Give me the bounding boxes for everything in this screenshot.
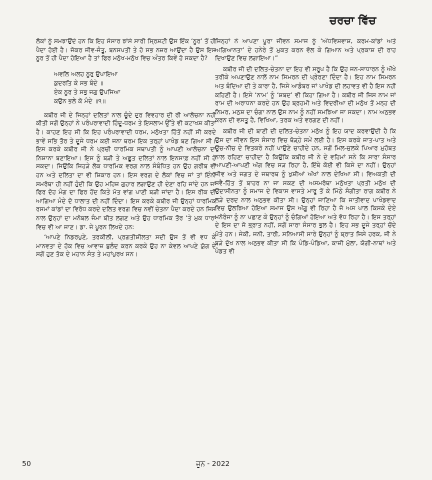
- verse-line: ਕਉਨ ਭਲੇ ਕੋ ਮੰਦੇ ॥੧॥: [54, 97, 106, 105]
- paragraph: ਕਬੀਰ ਜੀ ਦੀ ਦਲਿਤ-ਚੇਤਨਾ ਦਾ ਇਹ ਵੀ ਸਰੂਪ ਹੈ ਕਿ ਉਹ ਜਨ-ਸਾਧਾਰਨ ਨੂੰ ਔਖੇ ਤਰੀਕੇ ਅਪਣਾਉਣ ਨਾਲੋਂ ਨਾਮ ਸਿਮਰਨ ਦੀ ਪ੍ਰੇਰਣਾ ਦਿੰਦਾ ਹੈ। ਇਹ ਨਾਮ ਸਿਮਰਨ ਅਤ ਬੰਦਿਆ ਦੀ ਤੇ ਕਾਰਾ ਹੈ, ਜਿਸੇ ਆਡੰਬਰ ਜਾਂ ਪਾਖੰਡ ਦੀ ਲਹਾਵਤ ਵੀ ਹੈ ਇਸ ਨਹੀਂ ਕਹਿਣੀ ਹੈ। ਇਸੇ ‘ਨਾਮ’ ਨੂੰ ‘ਸ਼ਬਦ’ ਵੀ ਕਿਹਾ ਗਿਆ ਹੈ। ਕਬੀਰ ਜੀ ਜਿਸ ਨਾਮ ਜਾਂ ਰਾਮ ਦੀ ਅਰਾਧਨਾ ਕਰਦੇ ਹਨ ਉਹ ਬ੍ਰਹਮੀ ਅਤੇ ਵਿਦਰੀਆ ਦੀ ਮਨੁੱਖ ਤੋਂ ਮਨ੍ਹ ਦੀ ਨਿਮਰ, ਮਨੁਸ਼ ਦਾ ਚੰਗਾ ਨਾਲ ਉਸ ਨਾਮ ਨੂੰ ਨਹੀਂ ਸਮਝਿਆ ਜਾ ਸਕਦਾ। ਨਾਮ ਅਨੁਭਵ ਕਰਨ ਦੀ ਵਸਤੂ ਹੈ, ਵਿਖਿਆ, ਤਰਕ ਅਤੇ ਵਰਗਣ ਦੀ ਨਹੀਂ।: [215, 65, 396, 125]
- quote-paragraph: ‘ਆਪਣੇ ਨਿਡਰਪੁਣੇ, ਤਰਕੀਲੀ, ਪ੍ਰਗਤੀਸ਼ੀਲਤਾ ਸਦੀ ਉਸ ਤੋਂ ਵੀ ਵਧ ਕੇ ਮਾਨਵਤਾ ਦੇ ਹੱਕ ਵਿਚ ਆਵਾਜ਼ ਬੁਲੰਦ ਕਰਨ ਕਰਕੇ ਉਹ ਨਾ ਕੇਵਲ ਆਪਣੇ ਯੁੱਗ ਦੇ ਸਗੋਂ ਹੁਣ ਤੱਕ ਦੇ ਮਹਾਨ ਸੰਤ ਤੇ ਮਹਾਂਪੁਰਖ ਸਨ।: [36, 234, 216, 259]
- issue-date: ਜੂਨ - 2022: [196, 460, 230, 468]
- left-column: [36, 38, 216, 450]
- page-number: 50: [22, 460, 31, 468]
- page-footer: [0, 458, 432, 478]
- quote-paragraph: ਜਿਨ੍ਹਾਂ ਨੇ ਆਪਣਾ ਪੂਰਾ ਜੀਵਨ ਸਮਾਜ ਨੂੰ ‘ਅੰਧਵਿਸ਼ਵਾਸ਼, ਕਰਮ-ਕਾਂਡਾਂ ਅਤੇ ਅਗਿਆਨਤਾ’ ਦੇ ਹਨੇਰੇ ਤੋਂ ਮੁਕਤ ਕਰਨ ਵੱਲ ਕੇ ਗਿਆਨ ਅਤੇ ਪ੍ਰਕਾਸ਼ ਦੀ ਰਾਹ ਦਿਖਾਉਣ ਵਿਚ ਲਗਾਇਆ।”: [215, 38, 396, 63]
- verse-line: ਕੁਦਰਤਿ ਕੇ ਸਭ ਬੰਦੇ ॥: [54, 79, 104, 87]
- verse-line: ਏਕ ਨੂਰ ਤੇ ਸਭੁ ਜਗੁ ਉਪਜਿਆ: [54, 88, 121, 96]
- running-title: ਚਰਚਾ ਵਿੱਚ: [329, 14, 376, 27]
- paragraph: ਕਬੀਰ ਜੀ ਦੀ ਬਾਣੀ ਦੀ ਦਲਿਤ-ਚੇਤਨਾ ਮਨੁੱਖ ਨੂੰ ਇਹ ਯਾਦ ਕਰਵਾਉਂਦੀ ਹੈ ਕਿ ਉਸ ਦਾ ਜੀਵਨ ਇਸ ਸੰਸਾਰ ਵਿਚ ਥੋੜ੍ਹੇ ਸਮੇਂ ਲਈ ਹੈ। ਇਸ ਕਰਕੇ ਜਾਤ-ਪਾਤ ਅਤੇ ਊਚ-ਨੀਚ ਦੇ ਵਿਤਕਰੇ ਨਹੀਂ ਪਾਉਣੇ ਚਾਹੀਦੇ ਹਨ, ਸਗੋਂ ਮਿਲ-ਜੁਲਕੇ ਪਿਆਰ ਮੁਹੱਬਤ ਨਾਲ ਰਹਿਣਾ ਚਾਹੀਦਾ ਹੈ ਕਿਉਂਕਿ ਕਬੀਰ ਜੀ ਨੇ ਦੇ ਵਹਿਮਾਂ ਸਨੇ ਕਿ ਸਾਰਾ ਸੰਸਾਰ ਆਪਣੀ-ਆਪਣੀ ਅੱਗ ਵਿਚ ਸੜ ਰਿਹਾ ਹੈ, ਇੱਥੇ ਕੋਈ ਵੀ ਕਿਸੇ ਦਾ ਨਹੀਂ। ਉਨ੍ਹਾਂ ਜੀਵ ਅਤੇ ਜਗਤ ਦੇ ਜਥਾਰਥ ਨੂੰ ਖੁਸ਼ੀਆਂ ਅੱਖਾਂ ਨਾਲ ਦੇਖਿਆ ਸੀ। ਵਿਅਕਤੀ ਦੀ ਸਵੈ-ਹਿੱਤ ਤੋਂ ਬਾਹਰ ਨਾ ਜਾ ਸਕਣ ਦੀ ਅਸਮਰੱਥਾ ਮਨੁੱਖਤਾ ਪ੍ਰਤੀ ਮਨੁੱਖ ਦੀ ਉਦਾਸੀਨਤਾ ਨੂੰ ਸਮਾਜ ਦੇ ਵਿਕਾਸ ਵਾਸਤੇ ਮਾਰੂ ਤੋਂ ਕੇ ਮਿੱਠੇ ਸੰਗੀਤਾ ਰਾਗ ਕਬੀਰ ਨੇ ਲੜੇ ਦਰਦ ਨਾਲ ਅਨੁਭਵ ਕੀਤਾ ਸੀ। ਉਨ੍ਹਾਂ ਜਾਣਿਆ ਕਿ ਜਾਤੀਵਾਦ ਪਾਖੰਡਵਾਦ ਵਿਚ ਉਲਝਿਆ ਹੋਇਆ ਸਮਾਜ ਉਸ ਅੱਗੂ ਵੀ ਰਿਹਾ ਹੈ ਜੋ ਅਸ ਪਾਲ ਕਿਸਕੇ ਦੇਏ ਮਨੋਰੰਜਾ ਨੂੰ ਨਾ ਪਛਾਣ ਕੇ ਉਨ੍ਹਾਂ ਨੂੰ ਚੰਗਿਆਂ ਹੋਇਆ ਅਤੇ ਵੱਧ ਰਿਹਾ ਹੈ। ਇਸ ਤਰ੍ਹਾਂ ਦੇ ਇਸ ਦਾ ਜੋ ਭ੍ਰਾਤ ਨਹੀਂ, ਸਗੋਂ ਸਾਰਾ ਸੰਸਾਰ ਭੁਲ ਹੈ। ਇਹ ਸਭ ਦੂਜੇ ਤਰ੍ਹਾਂ ਚੋਂਦੇ ਪੱਤੇ ਹਨ। ਜੇਕੀ, ਜਨੀ, ਤਾਰੀ, ਸਨਿਆਸੀ ਸਾਰੇ ਉਨ੍ਹਾਂ ਨੂੰ ਬ੍ਰਾਤ ਜਿਸੇ ਹਰਕ, ਜੀ ਨੇ ਬੜੇ ਦੁੱਖ ਨਾਲ ਅਨੁਭਵ ਕੀਤਾ ਸੀ ਕਿ ਪੰਡਿ-ਪੰਡਿਆ, ਕਾਜ਼ੀ ਮੁੱਲਾ, ਯੋਗੀ-ਨਾਥਾਂ ਅਤੇ ਪੰਡਤ ਵੀ: [215, 127, 396, 256]
- paragraph: ਕਬੀਰ ਜੀ ਦੇ ਜਿਨ੍ਹਾਂ ਦਲਿਤਾਂ ਨਾਲ ਚੂੰਦੇ ਦੁਰ ਵਿਵਹਾਰ ਦੀ ਰੀ ਆਲੋਚਨਾ ਨਹੀਂ ਕੀਤੀ ਸਗੋਂ ਉਨ੍ਹਾਂ ਨੇ ਪਰੰਪਰਾਵਾਦੀ ਹਿੰਦੂ-ਧਰਮ ਤੇ ਇਸਲਾਮ ਉੱਤੇ ਵੀ ਕਟਾਖਸ਼ ਕੀਤਾ ਹੈ। ਕਾਹਣ ਇਹ ਸੀ ਕਿ ਇਹ ਪਰੰਪਰਾਵਾਦੀ ਧਰਮ, ਮਨੁੱਖਤਾ ਹਿੱਤੋਂ ਨਹੀਂ ਸੀ ਕਰਦੇ ਭਾਵੇਂ ਸਭਿ ਤੌਰ ਤੇ ਦੂਜੇ ਧਰਮ ਕਈ ਜਨਾ ਥਰਮ ਇਕ ਤਰ੍ਹਾਂ ਪਾਖੰਡ ਬਣ ਗਿਆ ਸੀ। ਇਸ ਕਰਕੇ ਕਬੀਰ ਜੀ ਨੇ ਪ੍ਰਚੀ ਧਾਰਮਿਕ ਸਥਾਪਤੀ ਨੂੰ ਆਪਣੀ ਆਲੋਚਨਾ ਦਾ ਨਿਸ਼ਾਨਾ ਬਣਾਇਆ। ਇਸ ਨੂੰ ਬੜੀ ਤੇ ਅਛੂਤ ਦਲਿਤਾਂ ਨਾਲ ਇਨਸਾਫ਼ ਨਹੀਂ ਸੀ ਹੋ ਸਕਦਾ। ਜਿਉਂਕਿ ਜਿਹੜੇ ਲੋਕ ਧਾਰਮਿਕ ਵਰਗ ਨਾਲ ਸੰਬੰਧਿਤ ਹਨ ਉਹ ਗਰੀਬ ਵੀ ਹਨ ਅਤੇ ਦਲਿਤਾ ਦਾ ਵੀ ਸ਼ਿਕਾਰ ਹਨ। ਇਸ ਵਰਗ ਦੇ ਲੋਕਾਂ ਵਿਚ ਜਾਂ ਤਾਂ ਇੰਨੀ ਸਮਰੱਥਾ ਹੀ ਨਹੀਂ ਹੁੰਦੀ ਕਿ ਉਹ ਮਹਿਜ਼ ਗੁਹਾਰ ਲਗਾਉਣ ਹੀ ਦੇਣਾ ਰਹਿ ਜਾਂਦੇ ਹਨ ਜਾਂ ਫਿਰ ਦੋਹ ਮੰਗ ਦਾ ਫਿਰ ਹੋਂਦ ਕਿਤੇ ਮੱਤ ਵਾਂਗ ਪਾਣੀ ਬੜੀ ਜਾਂਦਾ ਹੈ। ਇਸ ਰੀਕ ਦੀ ਆਗਿਆ ਮੰਦੇ ਦੋ ਧਾਲਾਤ ਦੀ ਨਹੀਂ ਦਿੰਦਾ। ਇਸ ਕਰਕੇ ਕਬੀਰ ਜੀ ਉਨ੍ਹਾਂ ਧਾਰਮਿਕ ਰਸਮਾਂ ਕਾਂਡਾਂ ਦਾ ਵਿਰੋਧ ਕਰਦੇ ਦਲਿਤ ਵਰਗ ਵਿਚ ਨਵੀਂ ਚੇਤਨਾ ਪੈਦਾ ਕਰਦੇ ਹਨ ਜਿਸ ਨਾਲ ਉਨ੍ਹਾਂ ਦਾ ਮਨੋਬਲ ਜੰਮਾ ਬੀਤ ਲਗਣ ਅਤੇ ਉਹ ਧਾਰਮਿਕ ਤੌਰ ‘ਤੇ ਮੁਕ ਧਾਰਾ ਵਿਚ ਵੀ ਆ ਜਾਣ। ਡਾ. ਜੇ ਪੂਰਨ ਲਿਖਦੇ ਹਨ:: [36, 111, 216, 231]
- right-column: [215, 38, 396, 450]
- paragraph: ਲੋਕਾਂ ਨੂੰ ਸਮਝਾਉਂਦੇ ਹਨ ਕਿ ਇਹ ਸੰਸਾਰ ਝਾਂਸੇ ਸਾਰੀ ਸ੍ਰਿਸ਼ਟੀ ਉਸ ਇੱਕ ‘ਨੂਰ’ ਤੋਂ ਹੀ ਪੈਦਾ ਹੋਈ ਹੈ। ਜੋਕਰ ਜੀਵ-ਜੰਤੂ, ਬਨਸਪਤੀ ਤੇ ਹੋ ਸਭ ਨਜ਼ਰ ਆਉਂਦਾ ਹੈ ਉਸ ਇਸ ਨੂਰ ਤੋਂ ਹੀ ਪੈਦਾ ਹੋਇਆ ਹੈ ਤਾਂ ਫਿਰ ਮਨੁੱਖ-ਮਨੁੱਖ ਵਿਚ ਅੰਤਰ ਕਿਵੇਂ ਹੋ ਸਕਦਾ ਹੈ?: [36, 38, 216, 63]
- page-header: [0, 0, 432, 38]
- verse-line: ਅਵਲਿ ਅਲਹ ਨੂਰੁ ਉਪਾਇਆ: [54, 70, 118, 78]
- verse-quote: [54, 70, 216, 106]
